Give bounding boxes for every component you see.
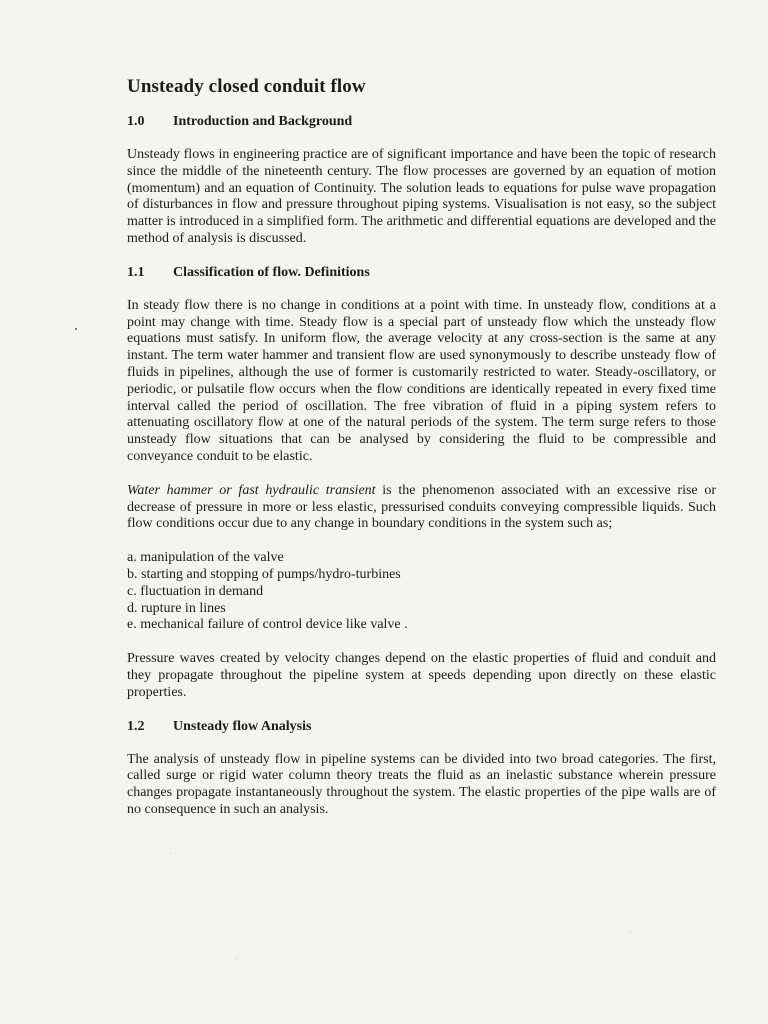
section-heading-1-2 — [127, 719, 716, 735]
section-number: 1.1 — [127, 264, 145, 280]
document-title: Unsteady closed conduit flow — [127, 76, 366, 97]
water-hammer-term: Water hammer or fast hydraulic transient — [127, 482, 376, 498]
water-hammer-paragraph — [127, 483, 716, 533]
scan-speck — [236, 958, 237, 959]
section-heading-1-1 — [127, 265, 716, 281]
section-title: Introduction and Background — [173, 114, 353, 129]
section-title: Unsteady flow Analysis — [173, 718, 312, 734]
water-hammer-text: is the phenomenon associated with an excessive rise or decrease of pressure in more or less elastic, pressurised conduits conveying compressible liquids. Such flow conditions occur due to any change in boundary conditions in the system such as; — [127, 482, 717, 532]
scan-speck — [75, 328, 77, 330]
list-item: d. rupture in lines — [127, 600, 226, 616]
intro-paragraph: Unsteady flows in engineering practice are of significant importance and have been the topic of research since the middle of the nineteenth century. The flow processes are governed by an equation of motion (momentum) and an equation of Continuity. The solution leads to equations for pulse wave propagation of disturbances in flow and pressure throughout piping systems. Visualisation is not easy, so the subject matter is introduced in a simplified form. The arithmetic and differential equations are developed and the method of analysis is discussed. — [127, 147, 716, 246]
list-item: c. fluctuation in demand — [127, 583, 264, 599]
list-item: b. starting and stopping of pumps/hydro-turbines — [127, 566, 401, 582]
pressure-waves-paragraph: Pressure waves created by velocity changes depend on the elastic properties of fluid and conduit and they propagate throughout the pipeline system at speeds depending upon directly on these elastic properties. — [127, 651, 716, 700]
scan-speck — [630, 932, 631, 933]
section-number: 1.0 — [127, 114, 145, 129]
list-item: a. manipulation of the valve — [127, 550, 284, 566]
section-number: 1.2 — [127, 718, 145, 734]
section-heading-1-0 — [127, 114, 716, 130]
classification-paragraph: In steady flow there is no change in conditions at a point with time. In unsteady flow, conditions at a point may change with time. Steady flow is a special part of unsteady flow which the unsteady flow equations must satisfy. In uniform flow, the average velocity at any cross-section is the same at any instant. The term water hammer and transient flow are used synonymously to describe unsteady flow of fluids in pipelines, although the use of former is customarily restricted to water. Steady-oscillatory, or periodic, or pulsatile flow occurs when the flow conditions are identically repeated in every fixed time interval called the period of oscillation. The free vibration of fluid in a piping system refers to attenuating oscillatory flow at one of the natural periods of the system. The term surge refers to those unsteady flow situations that can be analysed by considering the fluid to be compressible and conveyance conduit to be elastic. — [127, 297, 716, 464]
scan-speck — [170, 853, 171, 854]
causes-list — [127, 550, 716, 634]
analysis-paragraph: The analysis of unsteady flow in pipeline systems can be divided into two broad categories. The first, called surge or rigid water column theory treats the fluid as an inelastic substance wherein pressure changes propagate instantaneously throughout the system. The elastic properties of the pipe walls are of no consequence in such an analysis. — [127, 751, 716, 817]
section-title: Classification of flow. Definitions — [173, 264, 370, 280]
list-item: e. mechanical failure of control device like valve . — [127, 617, 408, 633]
